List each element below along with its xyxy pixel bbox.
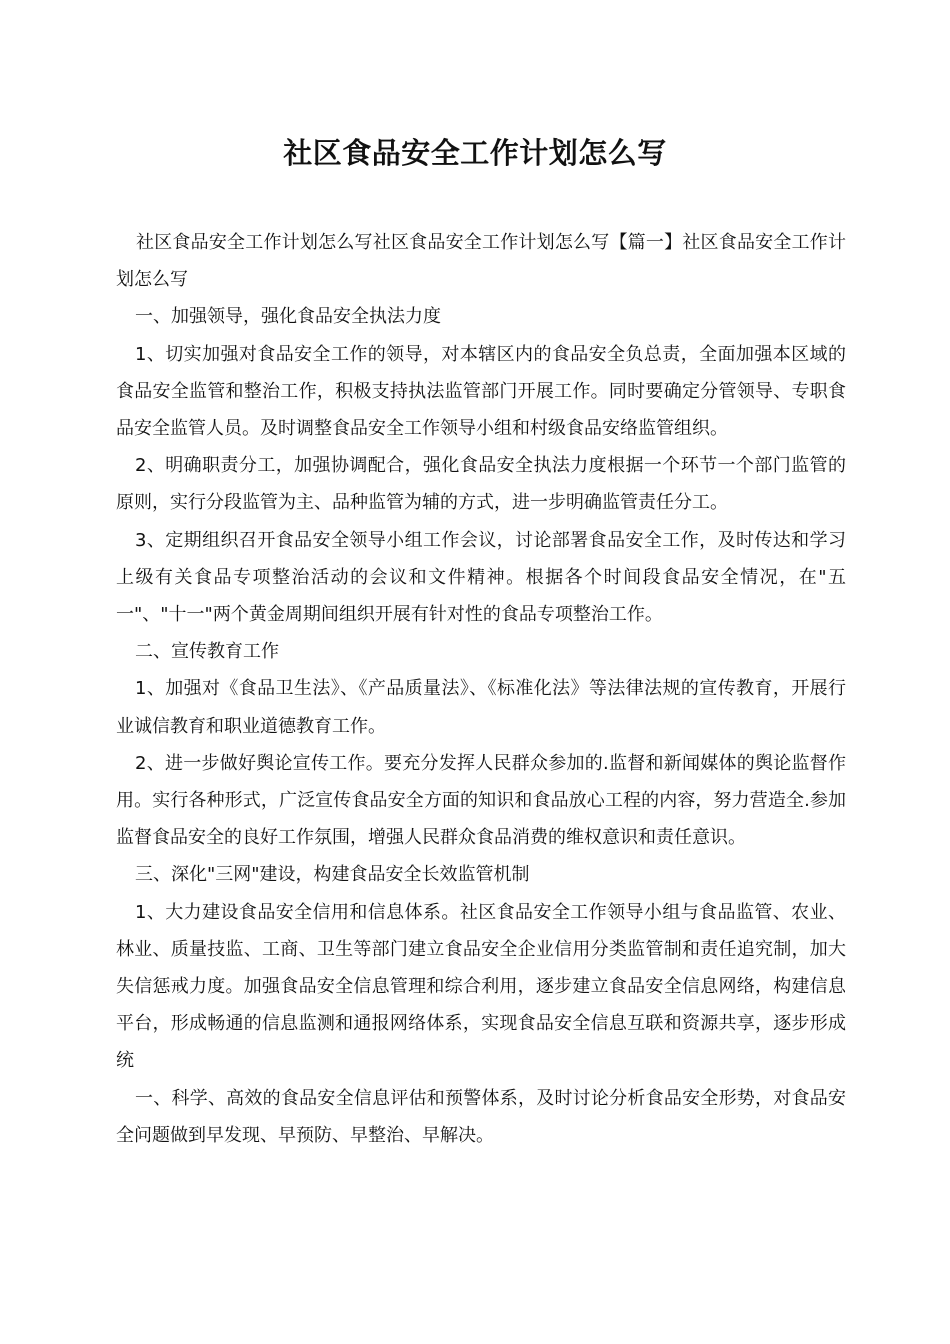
paragraph-1-1: 1、切实加强对食品安全工作的领导，对本辖区内的食品安全负总责，全面加强本区域的食品安全监管和整治工作，积极支持执法监管部门开展工作。同时要确定分管领导、专职食品安全监管人员。及时调整食品安全工作领导小组和村级食品安络监管组织。 bbox=[116, 343, 846, 440]
paragraph-1-2: 2、明确职责分工，加强协调配合，强化食品安全执法力度根据一个环节一个部门监管的原则，实行分段监管为主、品种监管为辅的方式，进一步明确监管责任分工。 bbox=[116, 455, 846, 514]
section-heading-3: 三、深化"三网"建设，构建食品安全长效监管机制 bbox=[135, 864, 530, 886]
paragraph-2-1: 1、加强对《食品卫生法》、《产品质量法》、《标准化法》等法律法规的宣传教育，开展行业诚信教育和职业道德教育工作。 bbox=[116, 678, 846, 737]
section-heading-1: 一、加强领导，强化食品安全执法力度 bbox=[135, 306, 441, 328]
document-body bbox=[116, 224, 846, 1154]
document-title: 社区食品安全工作计划怎么写 bbox=[283, 136, 667, 170]
paragraph-1-3: 3、定期组织召开食品安全领导小组工作会议，讨论部署食品安全工作，及时传达和学习上级有关食品专项整治活动的会议和文件精神。根据各个时间段食品安全情况，在"五一"、"十一"两个黄金周期间组织开展有针对性的食品专项整治工作。 bbox=[116, 529, 846, 626]
paragraph-2-2: 2、进一步做好舆论宣传工作。要充分发挥人民群众参加的.监督和新闻媒体的舆论监督作用。实行各种形式，广泛宣传食品安全方面的知识和食品放心工程的内容，努力营造全.参加监督食品安全的良好工作氛围，增强人民群众食品消费的维权意识和责任意识。 bbox=[116, 752, 846, 849]
intro-paragraph: 社区食品安全工作计划怎么写社区食品安全工作计划怎么写【篇一】社区食品安全工作计划怎么写 bbox=[116, 232, 846, 291]
section-heading-2: 二、宣传教育工作 bbox=[135, 641, 279, 663]
paragraph-3-1: 1、大力建设食品安全信用和信息体系。社区食品安全工作领导小组与食品监管、农业、林业、质量技监、工商、卫生等部门建立食品安全企业信用分类监管制和责任追究制，加大失信惩戒力度。加强食品安全信息管理和综合利用，逐步建立食品安全信息网络，构建信息平台，形成畅通的信息监测和通报网络体系，实现食品安全信息互联和资源共享，逐步形成统 bbox=[116, 901, 846, 1072]
paragraph-3-2: 一、科学、高效的食品安全信息评估和预警体系，及时讨论分析食品安全形势，对食品安全问题做到早发现、早预防、早整治、早解决。 bbox=[116, 1087, 846, 1146]
